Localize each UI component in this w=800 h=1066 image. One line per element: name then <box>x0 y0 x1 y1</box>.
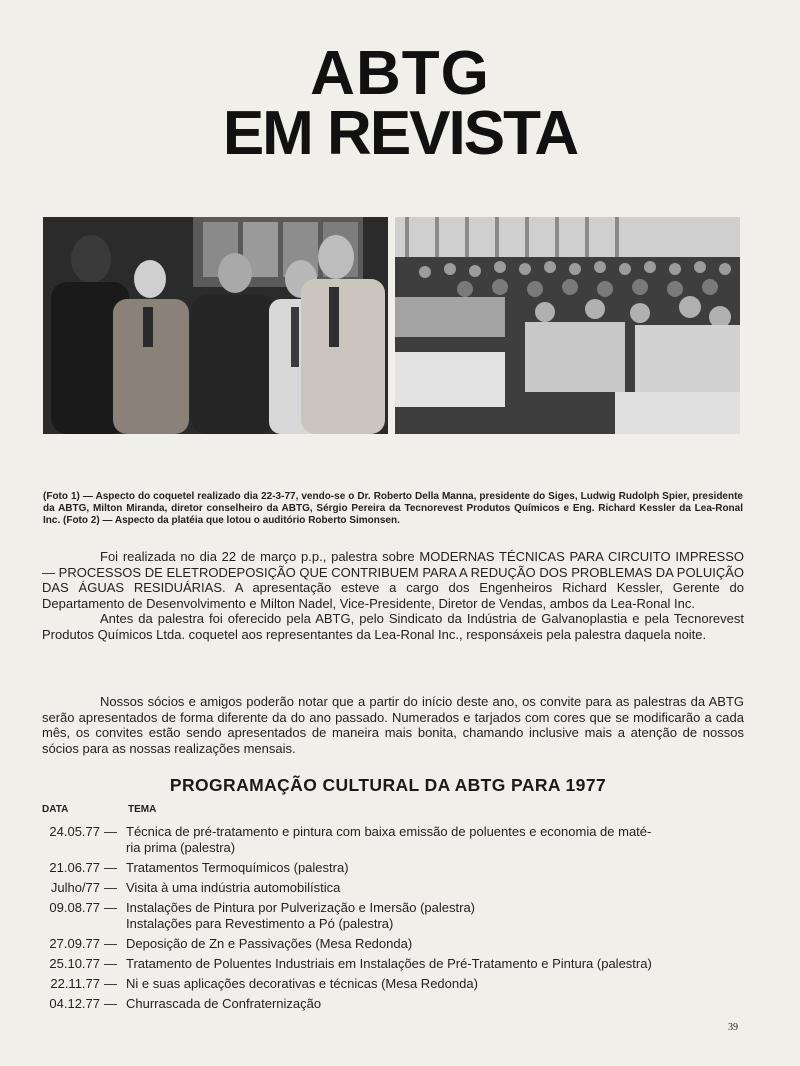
column-header-tema: TEMA <box>128 804 157 815</box>
program-dash: — <box>104 880 117 895</box>
program-topic-line: Instalações de Pintura por Pulverização e Imersão (palestra) <box>126 900 476 915</box>
masthead-title-line1: ABTG <box>310 39 490 108</box>
reception-photo <box>43 217 388 434</box>
program-topic-line: Técnica de pré-tratamento e pintura com baixa emissão de poluentes e economia de maté- <box>126 824 652 839</box>
program-topic-line: ria prima (palestra) <box>126 840 236 855</box>
program-dash: — <box>104 956 117 971</box>
program-date: 04.12.77 <box>49 996 100 1011</box>
program-item <box>0 860 800 876</box>
program-topic <box>126 936 742 952</box>
page-number: 39 <box>728 1022 738 1033</box>
reception-photo-icon <box>43 217 388 434</box>
photo-caption: (Foto 1) — Aspecto do coquetel realizado dia 22-3-77, vendo-se o Dr. Roberto Della Manna, presidente do Siges, Ludwig Rudolph Spier, presidente da ABTG, Milton Miranda, diretor conselheiro da ABTG, Sérgio Pereira da Tecnorevest Produtos Químicos e Eng. Richard Kessler da Lea-Ronal Inc. (Foto 2) — Aspecto da platéia que lotou o auditório Roberto Simonsen. <box>43 491 743 526</box>
program-item <box>0 880 800 896</box>
program-item <box>0 936 800 952</box>
program-topic-line: Tratamento de Poluentes Industriais em Instalações de Pré-Tratamento e Pintura (palestra) <box>126 956 652 971</box>
program-topic <box>126 976 742 992</box>
program-dash: — <box>104 900 117 915</box>
auditorium-photo <box>395 217 740 434</box>
column-header-data: DATA <box>42 804 69 815</box>
program-item <box>0 996 800 1012</box>
masthead-title-line2: EM REVISTA <box>222 99 578 168</box>
article-paragraph: Foi realizada no dia 22 de março p.p., palestra sobre MODERNAS TÉCNICAS PARA CIRCUITO IMPRESSO — PROCESSOS DE ELETRODEPOSIÇÃO QUE CONTRIBUEM PARA A REDUÇÃO DOS PROBLEMAS DA POLUIÇÃO DAS ÁGUAS RESIDUÁRIAS. A apresentação esteve a cargo dos Engenheiros Richard Kessler, Gerente do Departamento de Desenvolvimento e Milton Nadel, Vice-Presidente, Diretor de Vendas, ambos da Lea-Ronal Inc. <box>42 549 744 611</box>
program-topic <box>126 860 742 876</box>
program-list <box>0 824 800 1016</box>
auditorium-photo-icon <box>395 217 740 434</box>
program-dash: — <box>104 976 117 991</box>
program-topic <box>126 996 742 1012</box>
program-topic-line: Instalações para Revestimento a Pó (palestra) <box>126 916 394 931</box>
program-date: 25.10.77 <box>49 956 100 971</box>
program-dash: — <box>104 860 117 875</box>
program-date: 09.08.77 <box>49 900 100 915</box>
program-item <box>0 824 800 856</box>
program-item <box>0 900 800 932</box>
program-topic-line: Churrascada de Confraternização <box>126 996 322 1011</box>
article-paragraph: Nossos sócios e amigos poderão notar que a partir do início deste ano, os convite para as palestras da ABTG serão apresentados de forma diferente da do ano passado. Numerados e tarjados com cores que se modificarão a cada mês, os convites estão sendo apresentados de maneira mais bonita, chamando inclusive mais a atenção de nossos sócios para as nossas realizações mensais. <box>42 694 744 756</box>
program-date: 27.09.77 <box>49 936 100 951</box>
article-block-1 <box>42 549 744 643</box>
program-date: 22.11.77 <box>50 976 100 991</box>
program-topic <box>126 824 742 856</box>
program-topic-line: Ni e suas aplicações decorativas e técnicas (Mesa Redonda) <box>126 976 478 991</box>
program-topic <box>126 880 742 896</box>
masthead <box>0 39 800 168</box>
program-topic-line: Deposição de Zn e Passivações (Mesa Redonda) <box>126 936 413 951</box>
program-dash: — <box>104 824 117 839</box>
program-topic <box>126 956 742 972</box>
program-topic-line: Visita à uma indústria automobilística <box>126 880 341 895</box>
program-dash: — <box>104 936 117 951</box>
program-item <box>0 956 800 972</box>
program-date: 21.06.77 <box>49 860 100 875</box>
article-paragraph: Antes da palestra foi oferecido pela ABTG, pelo Sindicato da Indústria de Galvanoplastia e pela Tecnorevest Produtos Químicos Ltda. coquetel aos representantes da Lea-Ronal Inc., responsáxeis pela palestra daquela noite. <box>42 611 744 642</box>
program-topic-line: Tratamentos Termoquímicos (palestra) <box>126 860 349 875</box>
program-item <box>0 976 800 992</box>
program-topic <box>126 900 742 932</box>
program-date: Julho/77 <box>50 880 100 895</box>
program-dash: — <box>104 996 117 1011</box>
article-block-2 <box>42 694 744 756</box>
program-date: 24.05.77 <box>49 824 100 839</box>
program-title: PROGRAMAÇÃO CULTURAL DA ABTG PARA 1977 <box>169 775 607 795</box>
